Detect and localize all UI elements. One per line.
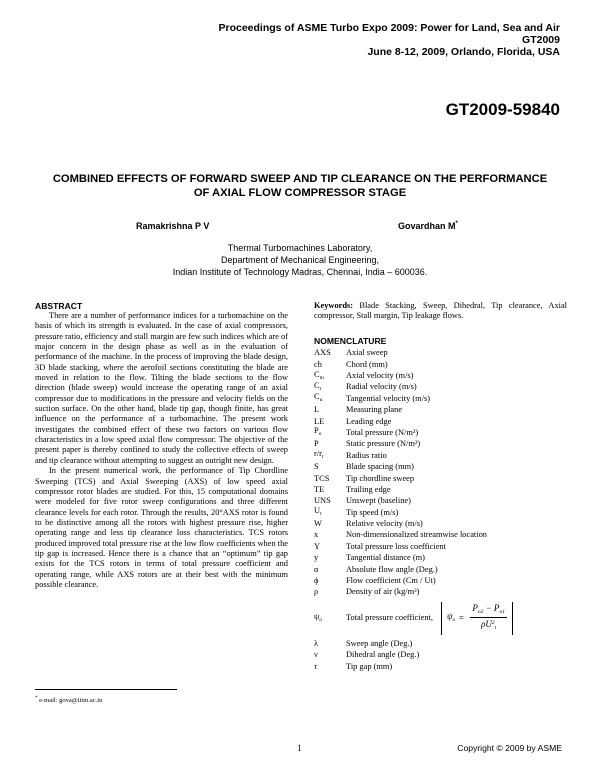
- nomenclature-row: [314, 370, 567, 381]
- abstract-paragraph-2: In the present numerical work, the performance of Tip Chordline Sweeping (TCS) and Axial Sweeping (AXS) of low speed axial compressor rotor blades are studied. For this, 15 computational domains were modeled for five rotor sweep configurations and three different clearance levels for each rotor. Through the results, 20°AXS rotor is found to be distinctive among all the rotors with highest pressure rise, higher operating range and less tip clearance loss characteristics. TCS rotors produced improved total pressure rise at the low flow coefficients when the tip gap is increased. Hence there is a chance that an “optimum” tip gap exists for the TCS rotors in terms of total pressure coefficient and operating range, while AXS rotors are at their best with the minimum possible clearance.: [35, 466, 288, 589]
- nomenclature-row: [314, 348, 567, 359]
- nomenclature-row: [314, 650, 567, 661]
- nomenclature-description: Tangential distance (m): [346, 553, 425, 563]
- nomenclature-symbol: S: [314, 462, 319, 472]
- keywords-text: Blade Stacking, Sweep, Dihedral, Tip clearance, Axial compressor, Stall margin, Tip leakage flows.: [314, 301, 568, 321]
- pressure-coefficient-formula: [441, 602, 513, 635]
- nomenclature-symbol: $U_t$: [314, 506, 322, 518]
- nomenclature-heading: NOMENCLATURE: [314, 335, 387, 346]
- nomenclature-description: Flow coefficient (Cm / Ut): [346, 576, 436, 586]
- formula-numerator: $P_{o2} - P_{o1}$: [470, 603, 507, 618]
- nomenclature-symbol: y: [314, 553, 319, 563]
- nomenclature-description: Tip gap (mm): [346, 661, 393, 671]
- nomenclature-row: [314, 507, 567, 518]
- nomenclature-symbol: UNS: [314, 496, 331, 506]
- footnote-rule: [35, 689, 177, 690]
- nomenclature-description: Total pressure loss coefficient: [346, 541, 446, 551]
- formula-fraction: [470, 603, 507, 634]
- nomenclature-symbol: $C_m$: [314, 369, 324, 381]
- nomenclature-row: [314, 576, 567, 587]
- nomenclature-row: [314, 541, 567, 552]
- nomenclature-row: [314, 564, 567, 575]
- conference-line-1: Proceedings of ASME Turbo Expo 2009: Power for Land, Sea and Air: [218, 22, 560, 34]
- affiliation: [0, 242, 600, 278]
- footnote-text: e-mail: gova@iitm.ac.in: [37, 697, 103, 705]
- nomenclature-symbol: $r/r_t$: [314, 449, 324, 461]
- nomenclature-row: [314, 450, 567, 461]
- nomenclature-description: Total pressure coefficient,: [346, 613, 433, 623]
- nomenclature-psi-row: [314, 598, 567, 638]
- nomenclature-row: [314, 462, 567, 473]
- nomenclature-symbol: x: [314, 530, 319, 540]
- footnote-mark: *: [35, 696, 38, 701]
- paper-number: GT2009-59840: [445, 100, 560, 119]
- author-first: [136, 221, 209, 231]
- abstract-paragraph-1: There are a number of performance indices for a turbomachine on the basis of which its strength is evaluated. In the case of axial compressors, pressure ratio, efficiency and stall margin are few such indices which are of major concern in the design phase as well as in the evaluation of performance of the machine. In the process of improving the blade design, 3D blade stacking, where the aerofoil sections constituting the blade are moved in relation to the flow. Tilting the blade sections to the flow direction (blade sweep) would increase the operating range of an axial compressor due to modifications in the pressure and velocity fields on the suction surface. On the other hand, blade tip gap, though finite, has great influence on the performance of a turbomachine. The present work investigates the combined effect of these two factors on various flow characteristics in a low speed axial flow compressor. The objective of the present paper is thereby confined to study the collective effects of sweep and tip clearance without attempting to suggest an outright new design.: [35, 311, 288, 465]
- nomenclature-row: [314, 382, 567, 393]
- nomenclature-row: [314, 638, 567, 649]
- page-number: 1: [297, 743, 302, 753]
- nomenclature-row: [314, 405, 567, 416]
- right-column: [314, 301, 567, 672]
- formula-lhs: $\psi_o$: [446, 611, 456, 624]
- abstract-heading: ABSTRACT: [35, 301, 83, 311]
- conference-line-3: June 8-12, 2009, Orlando, Florida, USA: [367, 46, 560, 58]
- nomenclature-description: Axial sweep: [346, 348, 388, 358]
- nomenclature-description: Relative velocity (m/s): [346, 519, 423, 529]
- nomenclature-symbol: λ: [314, 638, 319, 648]
- affiliation-line-3: Indian Institute of Technology Madras, Chennai, India – 600036.: [172, 267, 428, 277]
- formula-equals: =: [458, 613, 465, 624]
- nomenclature-description: Tip speed (m/s): [346, 507, 399, 517]
- nomenclature-description: Leading edge: [346, 416, 392, 426]
- title-line-2: OF AXIAL FLOW COMPRESSOR STAGE: [193, 187, 407, 199]
- affiliation-line-1: Thermal Turbomachines Laboratory,: [227, 243, 373, 253]
- nomenclature-row: [314, 393, 567, 404]
- nomenclature-symbol: ν: [314, 650, 318, 660]
- nomenclature-symbol: $\psi_o$: [314, 611, 322, 623]
- nomenclature-symbol: W: [314, 519, 322, 529]
- nomenclature-description: Total pressure (N/m²): [346, 427, 419, 437]
- author-second: [398, 221, 458, 231]
- nomenclature-group-2: [314, 638, 567, 672]
- nomenclature-symbol: TCS: [314, 473, 330, 483]
- author-second-name: Govardhan M: [398, 221, 456, 231]
- nomenclature-description: Tangential velocity (m/s): [346, 393, 431, 403]
- nomenclature-symbol: ch: [314, 359, 322, 369]
- nomenclature-description: Radial velocity (m/s): [346, 382, 417, 392]
- nomenclature-description: Tip chordline sweep: [346, 473, 415, 483]
- nomenclature-symbol: LE: [314, 416, 325, 426]
- nomenclature-symbol: TE: [314, 484, 325, 494]
- nomenclature-description: Measuring plane: [346, 405, 403, 415]
- nomenclature-symbol: L: [314, 405, 320, 415]
- formula-denominator: $\rho U^2_t$: [481, 619, 497, 632]
- nomenclature-description: Chord (mm): [346, 359, 388, 369]
- nomenclature-symbol: AXS: [314, 348, 331, 358]
- author-first-name: Ramakrishna P V: [136, 221, 210, 231]
- nomenclature-symbol: P: [314, 439, 319, 449]
- nomenclature-description: Axial velocity (m/s): [346, 370, 414, 380]
- nomenclature-row: [314, 519, 567, 530]
- nomenclature-symbol: α: [314, 564, 319, 574]
- nomenclature-description: Sweep angle (Deg.): [346, 638, 413, 648]
- nomenclature-row: [314, 473, 567, 484]
- nomenclature-symbol: τ: [314, 661, 318, 671]
- author-footnote-mark: *: [455, 221, 458, 227]
- keywords: [314, 301, 567, 322]
- nomenclature-symbol: ρ: [314, 587, 319, 597]
- affiliation-line-2: Department of Mechanical Engineering,: [220, 255, 380, 265]
- conference-line-2: GT2009: [522, 34, 560, 46]
- nomenclature-row: [314, 530, 567, 541]
- nomenclature-symbol: $C_r$: [314, 380, 322, 392]
- nomenclature-row: [314, 496, 567, 507]
- nomenclature-description: Blade spacing (mm): [346, 462, 414, 472]
- conference-header: [218, 22, 560, 58]
- nomenclature-symbol: $P_o$: [314, 426, 322, 438]
- nomenclature-group-1: [314, 348, 567, 599]
- nomenclature-symbol: $C_u$: [314, 392, 323, 404]
- keywords-label: Keywords:: [314, 301, 354, 310]
- nomenclature-description: Non-dimensionalized streamwise location: [346, 530, 487, 540]
- paper-title: [30, 172, 570, 200]
- nomenclature-description: Dihedral angle (Deg.): [346, 650, 420, 660]
- nomenclature-description: Trailing edge: [346, 484, 391, 494]
- footnote: [35, 696, 102, 704]
- nomenclature-description: Absolute flow angle (Deg.): [346, 564, 438, 574]
- nomenclature-symbol: Y: [314, 541, 321, 551]
- left-column: [35, 301, 288, 590]
- nomenclature-description: Unswept (baseline): [346, 496, 411, 506]
- nomenclature-row: [314, 553, 567, 564]
- nomenclature-row: [314, 359, 567, 370]
- nomenclature-row: [314, 427, 567, 438]
- nomenclature-row: [314, 661, 567, 672]
- nomenclature-list: [314, 348, 567, 673]
- nomenclature-row: [314, 416, 567, 427]
- copyright: Copyright © 2009 by ASME: [457, 743, 562, 753]
- nomenclature-symbol: ϕ: [314, 576, 319, 586]
- nomenclature-row: [314, 439, 567, 450]
- title-line-1: COMBINED EFFECTS OF FORWARD SWEEP AND TIP CLEARANCE ON THE PERFORMANCE: [52, 173, 548, 185]
- nomenclature-row: [314, 587, 567, 598]
- nomenclature-description: Static pressure (N/m²): [346, 439, 421, 449]
- nomenclature-description: Density of air (kg/m³): [346, 587, 420, 597]
- nomenclature-description: Radius ratio: [346, 450, 387, 460]
- nomenclature-row: [314, 484, 567, 495]
